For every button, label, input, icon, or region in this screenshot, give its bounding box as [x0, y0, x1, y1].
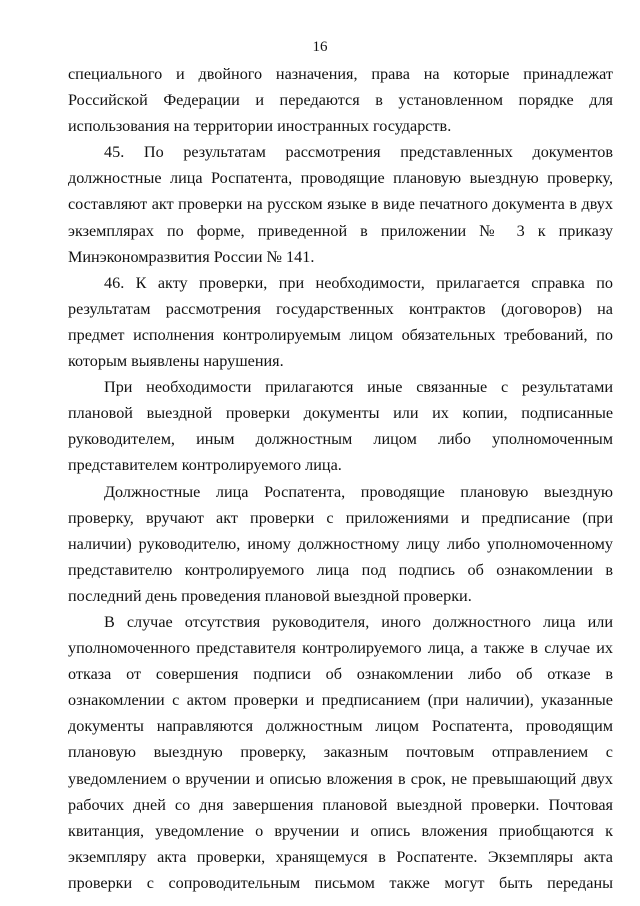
paragraph-46: 46. К акту проверки, при необходимости, прилагается справка по результатам рассмотрения государственных контрактов (договоров) на предмет исполнения контролируемым лицом обязательных требований, по которым выявлены нарушения. [68, 273, 613, 371]
paragraph-continuation: специального и двойного назначения, права на которые принадлежат Российской Федерации и передаются в установленном порядке для использования на территории иностранных государств. [68, 65, 613, 136]
paragraph-attachments: При необходимости прилагаются иные связанные с результатами плановой выездной проверки документы или их копии, подписанные руководителем, иным должностным лицом либо уполномоченным представителем контролируемого лица. [68, 378, 613, 475]
paragraph-delivery: Должностные лица Роспатента, проводящие плановую выездную проверку, вручают акт проверки с приложениями и предписание (при наличии) руководителю, иному должностному лицу либо уполномоченному представителю контролируемого лица под подпись об ознакомлении в последний день проведения плановой выездной проверки. [68, 482, 613, 605]
paragraph-45: 45. По результатам рассмотрения представленных документов должностные лица Роспатента, проводящие плановую выездную проверку, составляют акт проверки на русском языке в виде печатного документа в двух экземплярах по форме, приведенной в приложении № 3 к приказу Минэкономразвития России № 141. [68, 143, 613, 266]
paragraph-absence: В случае отсутствия руководителя, иного должностного лица или уполномоченного представителя контролируемого лица, а также в случае их отказа от совершения подписи об ознакомлении либо об отказе в ознакомлении с актом проверки и предписанием (при наличии), указанные документы направляются должностным лицом Роспатента, проводящим плановую выездную проверку, заказным почтовым отправлением с уведомлением о вручении и описью вложения в срок, не превышающий двух рабочих дней со дня завершения плановой выездной проверки. Почтовая квитанция, уведомление о вручении и опись вложения приобщаются к экземпляру акта проверки, хранящемуся в Роспатенте. Экземпляры акта проверки с сопроводительным письмом также могут быть переданы [68, 612, 613, 892]
page-number: 16 [312, 39, 328, 55]
document-body [68, 61, 613, 896]
